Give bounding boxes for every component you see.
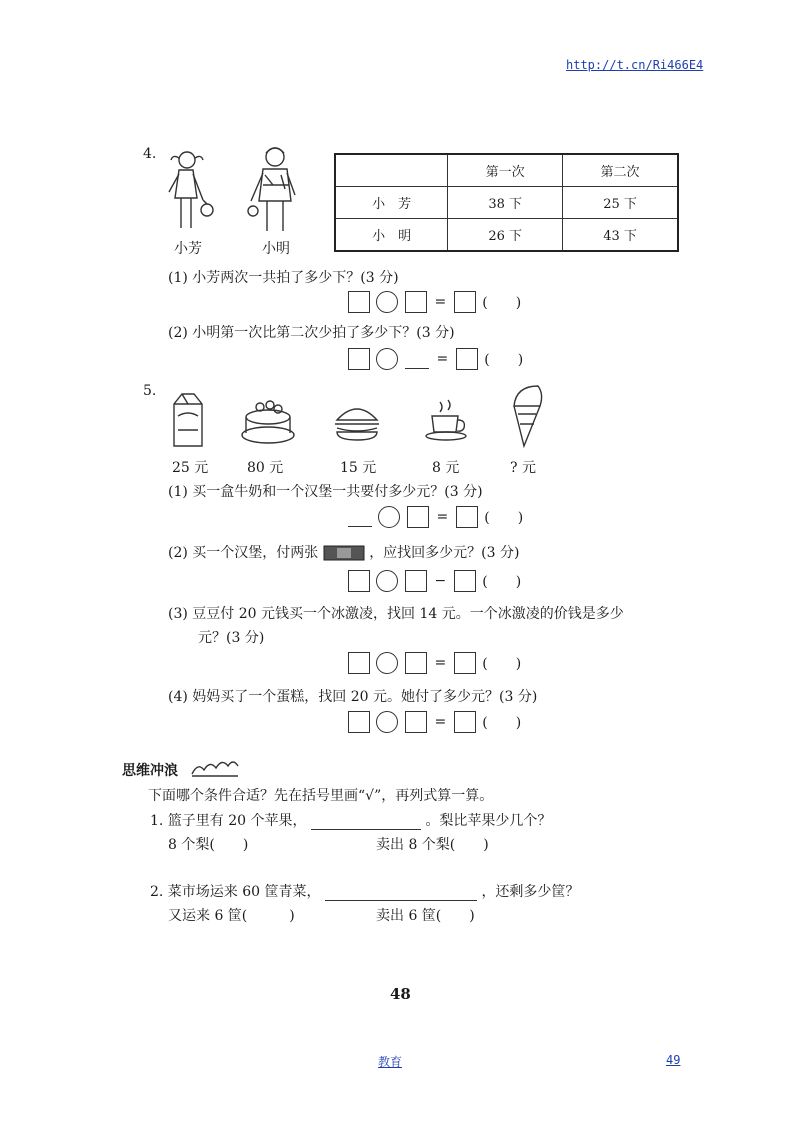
- operator-circle[interactable]: [376, 570, 398, 592]
- table-cell: 第一次: [448, 154, 563, 187]
- girl-label: 小芳: [174, 241, 202, 257]
- wave-decoration-icon: [190, 760, 240, 778]
- coffee-cup-icon: [424, 398, 472, 444]
- problem-1-option-2[interactable]: 卖出 8 个梨( ): [376, 837, 489, 853]
- hamburger-icon: [333, 402, 381, 442]
- answer-box[interactable]: [456, 506, 478, 528]
- question-5-part-2-text-end: ，应找回多少元？(3 分): [369, 545, 520, 561]
- table-cell: 小 明: [335, 219, 448, 252]
- problem-2-option-2[interactable]: 卖出 6 筐( ): [376, 908, 475, 924]
- operator-circle[interactable]: [378, 506, 400, 528]
- equation-row[interactable]: [348, 506, 525, 528]
- question-5-part-2-text: (2) 买一个汉堡，付两张: [168, 545, 319, 561]
- cake-icon: [238, 395, 298, 447]
- boy-label: 小明: [262, 241, 290, 257]
- table-cell: 25 下: [563, 187, 678, 219]
- answer-box[interactable]: [348, 652, 370, 674]
- question-5-number: 5.: [143, 383, 157, 399]
- equation-row[interactable]: [348, 570, 523, 592]
- operator-circle[interactable]: [376, 348, 398, 370]
- answer-box[interactable]: [454, 711, 476, 733]
- section-title: 思维冲浪: [122, 763, 178, 779]
- price-coffee: 8 元: [432, 460, 460, 476]
- question-5-part-3-continued: 元？(3 分): [198, 630, 265, 646]
- problem-1-question: 。梨比苹果少几个？: [425, 813, 552, 829]
- table-row: [335, 219, 678, 252]
- unit-parentheses[interactable]: ( ): [482, 715, 522, 731]
- thinking-problem-2: [150, 881, 579, 901]
- thinking-intro: 下面哪个条件合适？先在括号里画“√”，再列式算一算。: [148, 788, 494, 804]
- boy-illustration: [245, 145, 305, 240]
- answer-box[interactable]: [348, 348, 370, 370]
- answer-box[interactable]: [405, 652, 427, 674]
- condition-blank[interactable]: [325, 884, 477, 901]
- operator-circle[interactable]: [376, 291, 398, 313]
- footer-center-link[interactable]: 教育: [378, 1055, 403, 1069]
- price-ice-cream: ? 元: [510, 460, 536, 476]
- equation-row[interactable]: [348, 291, 523, 313]
- answer-box[interactable]: [405, 291, 427, 313]
- answer-box[interactable]: [405, 711, 427, 733]
- girl-illustration: [165, 148, 225, 238]
- problem-2-question: ，还剩多少筐？: [481, 884, 580, 900]
- problem-2-text: 2. 菜市场运来 60 筐青菜，: [150, 884, 321, 900]
- answer-box[interactable]: [407, 506, 429, 528]
- unit-parentheses[interactable]: ( ): [482, 656, 522, 672]
- banknote-icon: [323, 544, 365, 562]
- table-cell: 38 下: [448, 187, 563, 219]
- question-4-part-1: (1) 小芳两次一共拍了多少下？(3 分): [168, 270, 399, 286]
- price-cake: 80 元: [247, 460, 284, 476]
- header-link[interactable]: http://t.cn/Ri466E4: [566, 58, 704, 72]
- question-5-part-2: [168, 542, 519, 562]
- table-cell: 第二次: [563, 154, 678, 187]
- answer-box[interactable]: [405, 570, 427, 592]
- table-cell: 小 芳: [335, 187, 448, 219]
- equation-row[interactable]: [348, 348, 525, 370]
- score-table: [334, 153, 679, 252]
- answer-box[interactable]: [454, 291, 476, 313]
- answer-box[interactable]: [454, 570, 476, 592]
- unit-parentheses[interactable]: ( ): [484, 510, 524, 526]
- equals-sign: =: [434, 655, 447, 671]
- question-5-part-3: (3) 豆豆付 20 元钱买一个冰激凌，找回 14 元。一个冰激凌的价钱是多少: [168, 606, 624, 622]
- problem-2-option-1[interactable]: 又运来 6 筐( ): [168, 908, 295, 924]
- answer-box[interactable]: [348, 570, 370, 592]
- answer-box[interactable]: [348, 291, 370, 313]
- milk-carton-icon: [168, 390, 208, 450]
- equals-sign: =: [434, 714, 447, 730]
- table-cell: [335, 154, 448, 187]
- question-4-part-2: (2) 小明第一次比第二次少拍了多少下？(3 分): [168, 325, 455, 341]
- equals-sign: =: [434, 294, 447, 310]
- footer-page-link[interactable]: 49: [666, 1053, 681, 1067]
- answer-box[interactable]: [454, 652, 476, 674]
- question-5-part-1: (1) 买一盒牛奶和一个汉堡一共要付多少元？(3 分): [168, 484, 483, 500]
- unit-parentheses[interactable]: ( ): [484, 352, 524, 368]
- thinking-problem-1: [150, 810, 551, 830]
- question-5-part-4: (4) 妈妈买了一个蛋糕，找回 20 元。她付了多少元？(3 分): [168, 689, 538, 705]
- question-4-number: 4.: [143, 146, 157, 162]
- ice-cream-icon: [508, 382, 548, 450]
- table-cell: 43 下: [563, 219, 678, 252]
- answer-blank[interactable]: [348, 508, 372, 527]
- price-burger: 15 元: [340, 460, 377, 476]
- equals-sign: =: [436, 351, 449, 367]
- answer-blank[interactable]: [405, 350, 429, 369]
- table-row: [335, 187, 678, 219]
- equals-sign: =: [436, 509, 449, 525]
- page-number: 48: [390, 985, 411, 1003]
- unit-parentheses[interactable]: ( ): [482, 574, 522, 590]
- equation-row[interactable]: [348, 711, 523, 733]
- problem-1-text: 1. 篮子里有 20 个苹果，: [150, 813, 307, 829]
- operator-circle[interactable]: [376, 652, 398, 674]
- price-milk: 25 元: [172, 460, 209, 476]
- condition-blank[interactable]: [311, 813, 421, 830]
- operator-circle[interactable]: [376, 711, 398, 733]
- unit-parentheses[interactable]: ( ): [482, 295, 522, 311]
- answer-box[interactable]: [348, 711, 370, 733]
- answer-box[interactable]: [456, 348, 478, 370]
- equation-row[interactable]: [348, 652, 523, 674]
- minus-sign: −: [434, 573, 447, 589]
- table-cell: 26 下: [448, 219, 563, 252]
- problem-1-option-1[interactable]: 8 个梨( ): [168, 837, 249, 853]
- table-row: [335, 154, 678, 187]
